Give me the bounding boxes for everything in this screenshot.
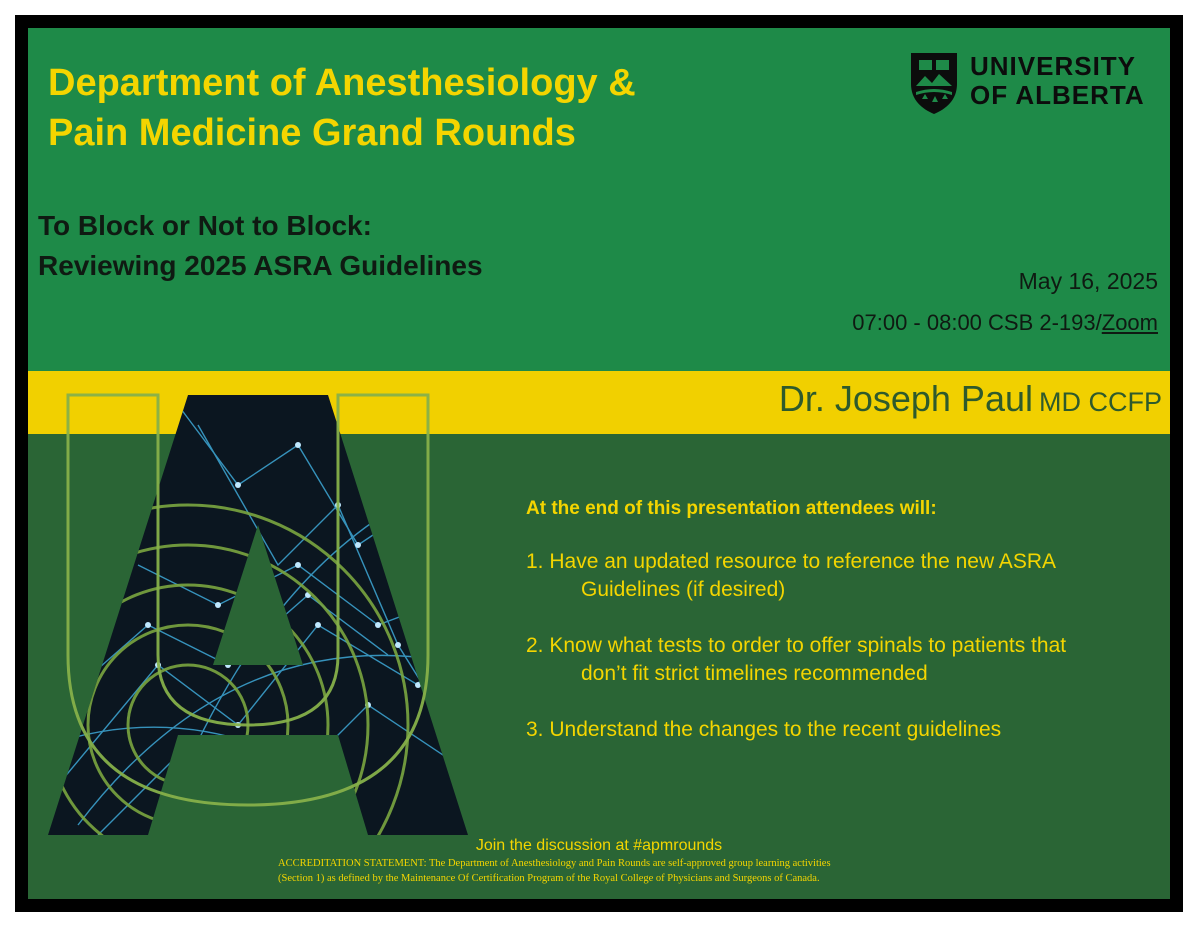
objective-2-line1: 2. Know what tests to order to offer spinals to patients that [526,634,1067,657]
university-logo [908,50,1158,115]
department-title-line1: Department of Anesthesiology & [48,62,636,104]
event-date: May 16, 2025 [1018,268,1158,294]
objective-2-line2: don’t fit strict timelines recommended [581,662,928,685]
poster-frame [15,15,1183,912]
accreditation-statement [278,856,928,886]
logo-text [970,52,1145,110]
footer-hashtag: Join the discussion at #apmrounds [475,837,723,854]
talk-title-line1: To Block or Not to Block: [38,210,372,241]
objective-item-3 [526,716,1166,744]
objective-item-2 [526,632,1166,688]
logo-line1: UNIVERSITY [970,51,1137,81]
speaker-credentials: MD CCFP [1039,387,1162,417]
event-time-location [852,310,1158,336]
accreditation-line2: (Section 1) as defined by the Maintenance Of Certification Program of the Royal College of Physicians and Surgeons of Canada. [278,873,820,884]
objective-item-1 [526,548,1166,604]
speaker [779,378,1162,420]
logo-line2: OF ALBERTA [970,80,1145,110]
time-location-text: 07:00 - 08:00 CSB 2-193/ [852,310,1102,335]
objective-3-line1: 3. Understand the changes to the recent guidelines [526,718,1002,741]
u-of-a-network-artwork [38,365,478,835]
department-title-line2: Pain Medicine Grand Rounds [48,112,576,154]
objective-1-line2: Guidelines (if desired) [581,578,786,601]
speaker-name: Dr. Joseph Paul [778,378,1033,419]
poster-content [28,28,1170,899]
talk-title [38,206,658,286]
accreditation-line1: ACCREDITATION STATEMENT: The Department of Anesthesiology and Pain Rounds are self-approved group learning activities [278,858,831,869]
university-crest-icon [908,50,960,115]
learning-objectives [526,498,1166,772]
zoom-link[interactable]: Zoom [1101,310,1158,335]
objectives-heading: At the end of this presentation attendees will: [526,498,937,519]
department-title [48,58,768,158]
talk-title-line2: Reviewing 2025 ASRA Guidelines [38,250,483,281]
objective-1-line1: 1. Have an updated resource to reference the new ASRA [526,550,1056,573]
